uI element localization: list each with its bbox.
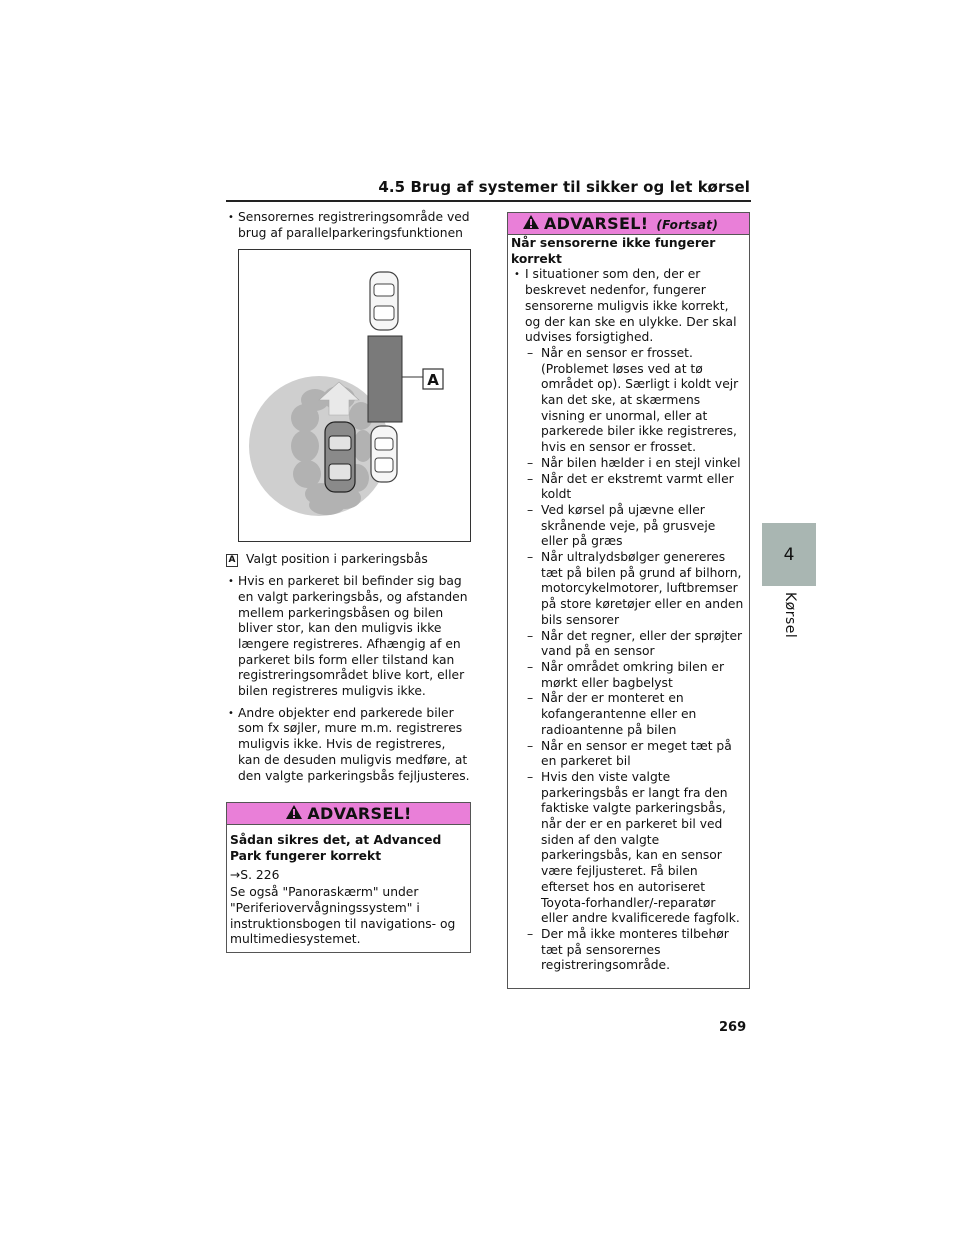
bullet-detection-area: • Sensorernes registreringsområde ved brug af parallelparkeringsfunktionen bbox=[226, 210, 471, 241]
warning-triangle-icon bbox=[285, 804, 303, 824]
chapter-label: Kørsel bbox=[782, 592, 798, 639]
warning-title: ADVARSEL! bbox=[307, 804, 412, 824]
parking-sensor-figure bbox=[238, 249, 471, 542]
warning-heading: Når sensorerne ikke fungerer korrekt bbox=[511, 236, 716, 266]
bullet-other-objects: • Andre objekter end parkerede biler som fx søjler, mure m.m. registreres muligvis ikke. Hvis de registreres, kan de desuden muligvis medføre, at den valgte parkeringsbås fejljusteres. bbox=[226, 706, 471, 785]
caption-key: A bbox=[226, 554, 238, 567]
warning-header bbox=[508, 213, 749, 235]
right-column bbox=[507, 212, 750, 989]
page-number: 269 bbox=[719, 1020, 747, 1035]
parking-diagram bbox=[239, 250, 470, 541]
parked-car-top bbox=[370, 272, 398, 330]
warning-header bbox=[227, 803, 470, 825]
list-item: – Når der er monteret en kofangerantenne eller en radioantenne på bilen bbox=[511, 691, 746, 738]
list-item: – Når en sensor er meget tæt på en parkeret bil bbox=[511, 739, 746, 770]
figure-label-text: A bbox=[427, 371, 439, 390]
warning-continued: (Fortsat) bbox=[656, 217, 719, 232]
warning-text: Se også "Panoraskærm" under "Periferiovervågningssystem" i instruktionsbogen til navigations- og multimediesystemet. bbox=[230, 885, 456, 947]
list-item: – Når det regner, eller der sprøjter vand på en sensor bbox=[511, 629, 746, 660]
warning-ref: →S. 226 bbox=[230, 867, 280, 882]
caption-text: Valgt position i parkeringsbås bbox=[246, 552, 428, 567]
list-item: – Når ultralydsbølger genereres tæt på bilen på grund af bilhorn, motorcykelmotorer, luftbremser på store køretøjer eller en anden bils sensorer bbox=[511, 550, 746, 629]
parked-car-right bbox=[371, 426, 397, 482]
chapter-tab: 4 bbox=[762, 523, 816, 586]
list-item: – Der må ikke monteres tilbehør tæt på sensorernes registreringsområde. bbox=[511, 927, 746, 974]
list-item: – Når området omkring bilen er mørkt eller bagbelyst bbox=[511, 660, 746, 691]
section-title: 4.5 Brug af systemer til sikker og let kørsel bbox=[378, 178, 750, 196]
warning-title: ADVARSEL! bbox=[544, 214, 649, 233]
list-item: – Når en sensor er frosset. (Problemet løses ved at tø området op). Særligt i koldt vejr kan det ske, at skærmens visning er unormal, eller at parkerede biler ikke registreres, hvis en sensor er frosset. bbox=[511, 346, 746, 456]
warning-heading: Sådan sikres det, at Advanced Park fungerer korrekt bbox=[230, 833, 442, 863]
selected-parking-slot bbox=[368, 336, 402, 422]
warning-box-left bbox=[226, 802, 471, 953]
left-column bbox=[226, 210, 471, 953]
figure-caption bbox=[226, 552, 471, 568]
header-rule bbox=[226, 200, 751, 202]
list-item: – Når det er ekstremt varmt eller koldt bbox=[511, 472, 746, 503]
warning-triangle-icon bbox=[522, 214, 540, 234]
list-item: – Hvis den viste valgte parkeringsbås er langt fra den faktiske valgte parkeringsbås, når der er en parkeret bil ved siden af den valgte parkeringsbås, kan en sensor være fejljusteret. Få bilen efterset hos en autoriseret Toyota-forhandler/-reparatør eller andre kvalificerede fagfolk. bbox=[511, 770, 746, 927]
warning-box-right bbox=[507, 212, 750, 989]
warning-intro: • I situationer som den, der er beskrevet nedenfor, fungerer sensorerne muligvis ikke korrekt, og der kan ske en ulykke. Der skal udvises forsigtighed. bbox=[511, 267, 746, 346]
list-item: – Ved kørsel på ujævne eller skrånende veje, på grusveje eller på græs bbox=[511, 503, 746, 550]
list-item: – Når bilen hælder i en stejl vinkel bbox=[511, 456, 746, 472]
bullet-parked-car-distance: • Hvis en parkeret bil befinder sig bag en valgt parkeringsbås, og afstanden mellem parkeringsbåsen og bilen bliver stor, kan den muligvis ikke længere registreres. Afhængig af en parkeret bils form eller tilstand kan registreringsområdet blive kort, eller bilen registreres muligvis ikke. bbox=[226, 574, 471, 700]
own-vehicle bbox=[325, 422, 355, 492]
